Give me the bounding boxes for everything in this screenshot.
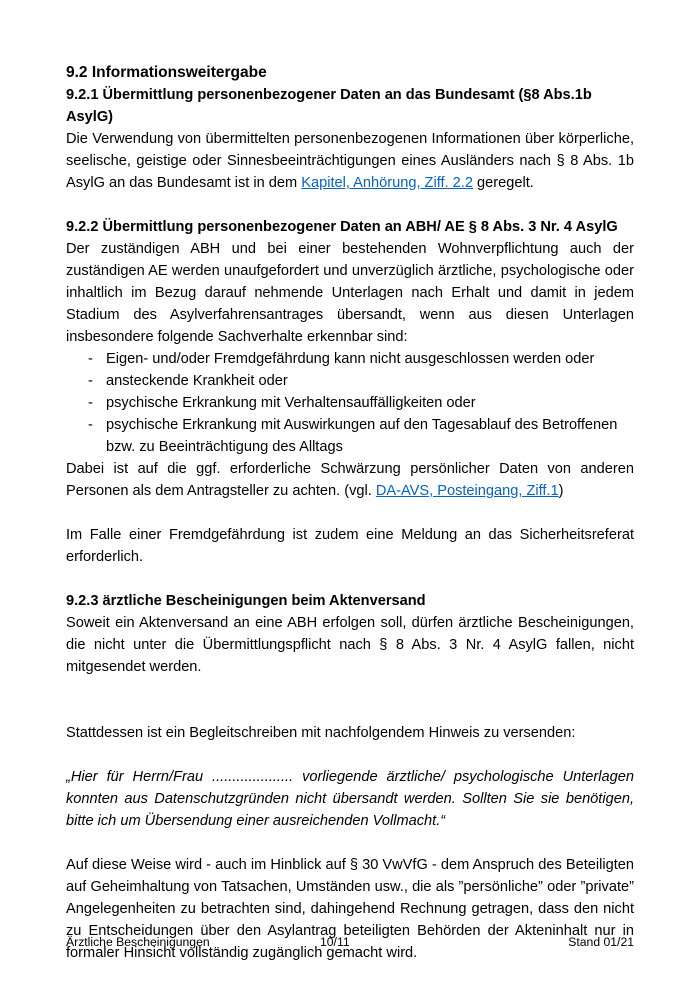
text-span: ) <box>558 483 564 499</box>
subsection-921-text <box>66 128 634 194</box>
subsection-922-heading: 9.2.2 Übermittlung personenbezogener Daten an ABH/ AE § 8 Abs. 3 Nr. 4 AsylG <box>66 219 618 235</box>
page-footer <box>66 933 634 951</box>
text-span: geregelt. <box>472 175 534 191</box>
list-item: - psychische Erkrankung mit Verhaltensauffälligkeiten oder <box>66 392 634 414</box>
document-page <box>66 62 634 964</box>
text-span: Die Verwendung von übermittelten personenbezogenen Informationen über körperliche, seelische, geistige oder Sinnesbeeinträchtigungen eines Ausländers nach § 8 Abs. 1b AsylG an das Bundesamt ist in dem <box>66 131 634 191</box>
danger-note: Im Falle einer Fremdgefährdung ist zudem eine Meldung an das Sicherheitsreferat erforderlich. <box>66 527 634 565</box>
footer-page-number: 10/11 <box>320 935 350 949</box>
link-kapitel-anhoerung[interactable]: Kapitel, Anhörung, Ziff. 2.2 <box>301 175 473 191</box>
subsection-921-heading: 9.2.1 Übermittlung personenbezogener Daten an das Bundesamt (§8 Abs.1b AsylG) <box>66 87 592 125</box>
link-da-avs-posteingang[interactable]: DA-AVS, Posteingang, Ziff.1 <box>375 483 559 499</box>
quote-text: „Hier für Herrn/Frau .................... vorliegende ärztliche/ psychologische Unterlagen konnten aus Datenschutzgründen nicht übersandt werden. Sollten Sie sie benötigen, bitte ich um Übersendung einer ausreichenden Vollmacht.“ <box>66 769 634 829</box>
subsection-922-intro: Der zuständigen ABH und bei einer bestehenden Wohnverpflichtung auch der zuständigen AE werden unaufgefordert und unverzüglich ärztliche, psychologische oder inhaltlich im Bezug darauf nehmende Unterlagen nach Erhalt und damit in jedem Stadium des Asylverfahrensantrages übersandt, wenn aus diesen Unterlagen insbesondere folgende Sachverhalte erkennbar sind: <box>66 241 634 345</box>
list-item: - ansteckende Krankheit oder <box>66 370 634 392</box>
text-span: Dabei ist auf die ggf. erforderliche Schwärzung persönlicher Daten von anderen Personen als dem Antragsteller zu achten. (vgl. <box>66 461 634 499</box>
subsection-923-heading: 9.2.3 ärztliche Bescheinigungen beim Aktenversand <box>66 593 426 609</box>
list-item: - psychische Erkrankung mit Auswirkungen auf den Tagesablauf des Betroffenen bzw. zu Beeinträchtigung des Alltags <box>66 414 634 458</box>
subsection-923-text: Soweit ein Aktenversand an eine ABH erfolgen soll, dürfen ärztliche Bescheinigungen, die nicht unter die Übermittlungspflicht nach § 8 Abs. 3 Nr. 4 AsylG fallen, nicht mitgesendet werden. <box>66 615 634 675</box>
list-item: - Eigen- und/oder Fremdgefährdung kann nicht ausgeschlossen werden oder <box>66 348 634 370</box>
footer-document-title: Ärztliche Bescheinigungen <box>66 935 210 949</box>
criteria-list <box>66 348 634 458</box>
redaction-note <box>66 458 634 502</box>
footer-version: Stand 01/21 <box>568 935 634 949</box>
spacer <box>66 194 634 216</box>
closing-paragraph: Auf diese Weise wird - auch im Hinblick auf § 30 VwVfG - dem Anspruch des Beteiligten auf Geheimhaltung von Tatsachen, Umständen usw., die als ”persönliche” oder ”private” Angelegenheiten zu betrachten sind, dahingehend Rechnung getragen, dass den nicht zu Entscheidungen über den Asylantrag beteiligten Behörden der Akteninhalt nur in formaler Hinsicht vollständig zugänglich gemacht wird. <box>66 857 634 961</box>
spacer <box>66 502 634 524</box>
spacer <box>66 678 634 722</box>
spacer <box>66 568 634 590</box>
section-heading: 9.2 Informationsweitergabe <box>66 64 267 81</box>
spacer <box>66 832 634 854</box>
instead-text: Stattdessen ist ein Begleitschreiben mit nachfolgendem Hinweis zu versenden: <box>66 725 576 741</box>
spacer <box>66 744 634 766</box>
